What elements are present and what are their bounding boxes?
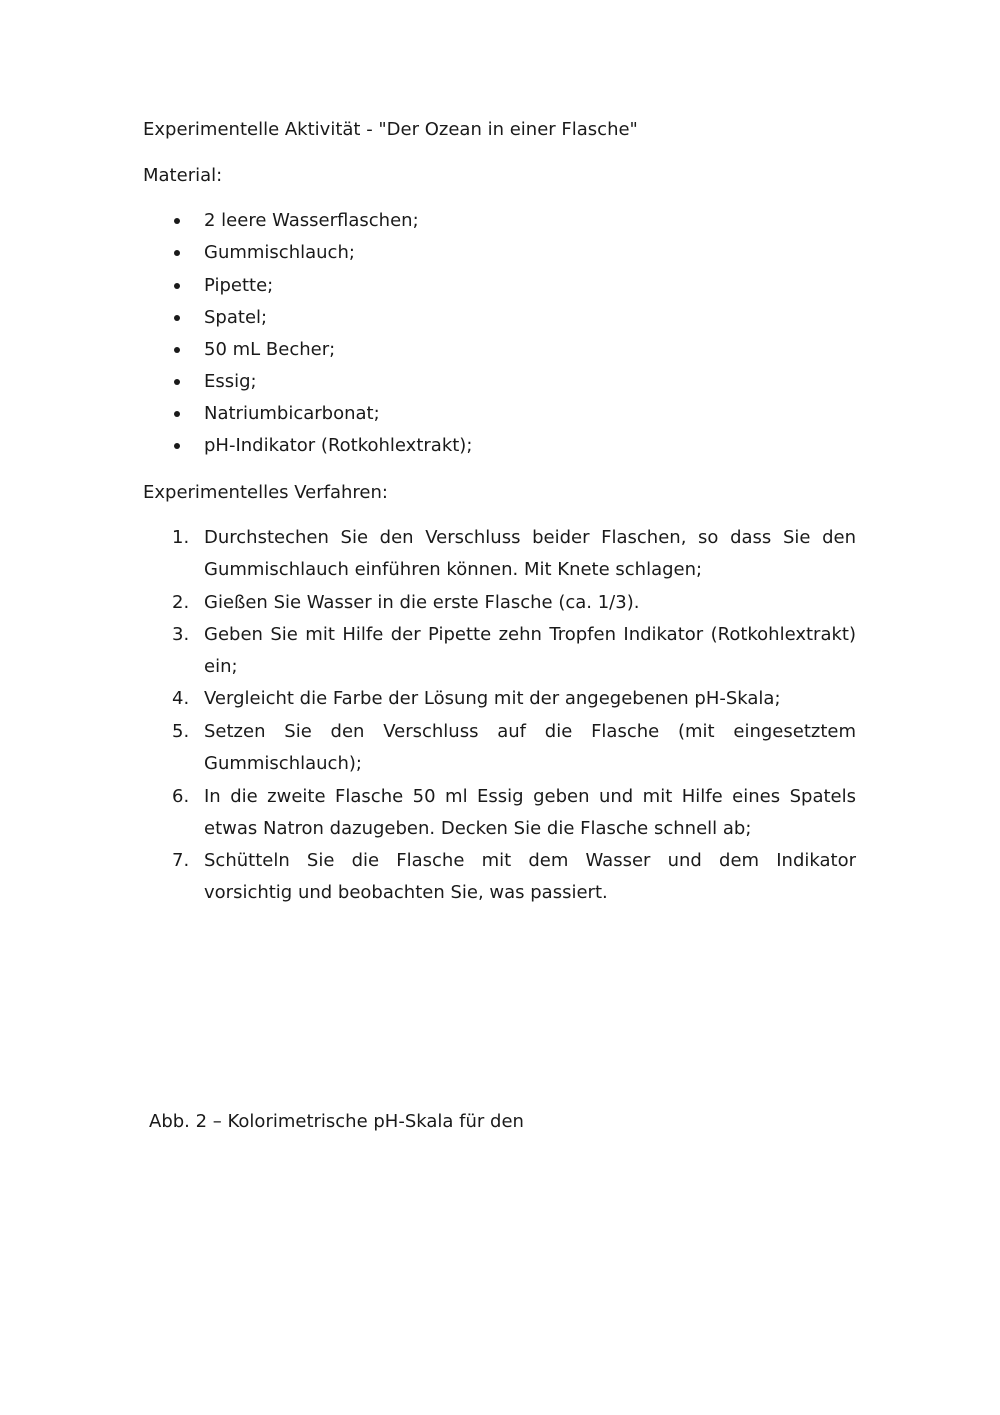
procedure-heading: Experimentelles Verfahren: — [143, 482, 388, 503]
list-item-text: Pipette; — [204, 275, 274, 296]
step-text: Vergleicht die Farbe der Lösung mit der angegebenen pH-Skala; — [204, 688, 781, 709]
bullet-icon — [174, 443, 180, 449]
step-text: etwas Natron dazugeben. Decken Sie die Flasche schnell ab; — [204, 818, 752, 839]
step-text: Schütteln Sie die Flasche mit dem Wasser und dem Indikator — [204, 850, 856, 871]
bullet-icon — [174, 347, 180, 353]
list-item-text: Essig; — [204, 371, 257, 392]
step-number: 6. — [172, 786, 190, 807]
step-number: 5. — [172, 721, 190, 742]
bullet-icon — [174, 411, 180, 417]
step-number: 3. — [172, 624, 190, 645]
figure-caption: Abb. 2 – Kolorimetrische pH-Skala für den — [149, 1111, 524, 1132]
step-text: Gießen Sie Wasser in die erste Flasche (ca. 1/3). — [204, 592, 640, 613]
document-title: Experimentelle Aktivität - "Der Ozean in einer Flasche" — [143, 119, 638, 140]
step-text: Gummischlauch einführen können. Mit Knete schlagen; — [204, 559, 703, 580]
step-number: 2. — [172, 592, 190, 613]
list-item-text: pH-Indikator (Rotkohlextrakt); — [204, 435, 473, 456]
step-text: In die zweite Flasche 50 ml Essig geben und mit Hilfe eines Spatels — [204, 786, 856, 807]
bullet-icon — [174, 283, 180, 289]
step-text: Gummischlauch); — [204, 753, 362, 774]
step-text: ein; — [204, 656, 238, 677]
bullet-icon — [174, 379, 180, 385]
list-item-text: 50 mL Becher; — [204, 339, 336, 360]
material-heading: Material: — [143, 165, 223, 186]
list-item-text: 2 leere Wasserflaschen; — [204, 210, 419, 231]
step-number: 1. — [172, 527, 190, 548]
list-item-text: Natriumbicarbonat; — [204, 403, 380, 424]
step-text: Geben Sie mit Hilfe der Pipette zehn Tropfen Indikator (Rotkohlextrakt) — [204, 624, 856, 645]
step-text: vorsichtig und beobachten Sie, was passiert. — [204, 882, 608, 903]
list-item-text: Spatel; — [204, 307, 268, 328]
bullet-icon — [174, 315, 180, 321]
bullet-icon — [174, 250, 180, 256]
list-item-text: Gummischlauch; — [204, 242, 355, 263]
step-number: 7. — [172, 850, 190, 871]
step-number: 4. — [172, 688, 190, 709]
step-text: Durchstechen Sie den Verschluss beider Flaschen, so dass Sie den — [204, 527, 856, 548]
step-text: Setzen Sie den Verschluss auf die Flasche (mit eingesetztem — [204, 721, 856, 742]
bullet-icon — [174, 218, 180, 224]
